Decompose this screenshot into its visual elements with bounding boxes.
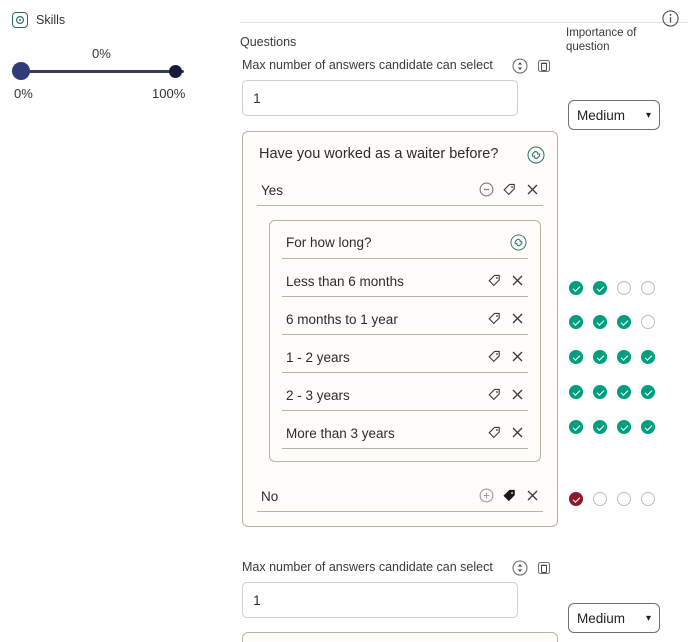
questions-column-header: Questions bbox=[240, 35, 297, 49]
rating-dot[interactable] bbox=[593, 350, 607, 364]
answer-actions bbox=[479, 182, 541, 198]
sub-answer-text: 1 - 2 years bbox=[286, 349, 350, 365]
sub-answer-actions bbox=[487, 387, 526, 403]
importance-column bbox=[562, 0, 688, 642]
rating-row-5[interactable] bbox=[569, 420, 655, 434]
link-question-icon[interactable] bbox=[527, 146, 543, 162]
delete-icon[interactable] bbox=[536, 560, 552, 576]
importance-select-value: Medium bbox=[577, 107, 626, 123]
info-icon[interactable] bbox=[662, 10, 679, 32]
tag-icon[interactable] bbox=[487, 349, 503, 365]
max-answers-controls-2 bbox=[512, 560, 552, 576]
max-answers-row-2 bbox=[242, 560, 558, 618]
importance-select-value: Medium bbox=[577, 610, 626, 626]
tag-icon[interactable] bbox=[487, 273, 503, 289]
sub-question-card bbox=[269, 220, 541, 462]
close-icon[interactable] bbox=[510, 349, 526, 365]
rating-dot[interactable] bbox=[593, 281, 607, 295]
add-circle-icon[interactable] bbox=[479, 488, 495, 504]
rating-row-1[interactable] bbox=[569, 281, 655, 295]
delete-icon[interactable] bbox=[536, 58, 552, 74]
chevron-down-icon: ▾ bbox=[645, 109, 651, 121]
sub-answer-row bbox=[282, 382, 528, 411]
max-answers-label-2: Max number of answers candidate can select bbox=[242, 560, 493, 574]
rating-dot[interactable] bbox=[593, 385, 607, 399]
importance-column-header: Importance of question bbox=[566, 27, 637, 53]
answer-text: Yes bbox=[261, 182, 284, 198]
chevron-down-icon: ▾ bbox=[645, 612, 651, 624]
sub-question-title-row bbox=[282, 231, 528, 259]
rating-dot[interactable] bbox=[641, 420, 655, 434]
answer-text: No bbox=[261, 488, 279, 504]
rating-dot[interactable] bbox=[617, 315, 631, 329]
max-answers-label-1: Max number of answers candidate can select bbox=[242, 58, 493, 72]
question-title: Have you worked as a waiter before? bbox=[259, 146, 499, 162]
rating-dot[interactable] bbox=[569, 350, 583, 364]
sub-answer-text: 2 - 3 years bbox=[286, 387, 350, 403]
sub-answer-actions bbox=[487, 273, 526, 289]
close-icon[interactable] bbox=[525, 488, 541, 504]
close-icon[interactable] bbox=[525, 182, 541, 198]
rating-dot[interactable] bbox=[569, 492, 583, 506]
skills-icon bbox=[12, 12, 28, 28]
max-answers-input-1[interactable] bbox=[242, 80, 518, 116]
rating-dot[interactable] bbox=[641, 281, 655, 295]
rating-row-3[interactable] bbox=[569, 350, 655, 364]
rating-dot[interactable] bbox=[617, 420, 631, 434]
link-question-icon[interactable] bbox=[510, 234, 526, 250]
sub-answer-actions bbox=[487, 425, 526, 441]
rating-dot[interactable] bbox=[569, 315, 583, 329]
answer-row-yes bbox=[257, 178, 543, 206]
rating-dot[interactable] bbox=[569, 420, 583, 434]
tag-icon[interactable] bbox=[487, 425, 503, 441]
sub-question-title: For how long? bbox=[286, 234, 372, 250]
rating-dot[interactable] bbox=[641, 315, 655, 329]
importance-select-2[interactable] bbox=[568, 603, 660, 633]
sub-answer-row bbox=[282, 268, 528, 297]
sub-answer-actions bbox=[487, 311, 526, 327]
rating-dot[interactable] bbox=[617, 385, 631, 399]
rating-row-2[interactable] bbox=[569, 315, 655, 329]
tag-icon[interactable] bbox=[487, 311, 503, 327]
slider-max-label: 100% bbox=[152, 86, 186, 101]
slider-track[interactable] bbox=[20, 70, 184, 73]
max-answers-input-2[interactable] bbox=[242, 582, 518, 618]
skills-panel bbox=[0, 0, 228, 642]
sub-answer-text: 6 months to 1 year bbox=[286, 311, 398, 327]
rating-row-4[interactable] bbox=[569, 385, 655, 399]
close-icon[interactable] bbox=[510, 425, 526, 441]
rating-dot[interactable] bbox=[593, 492, 607, 506]
sub-answer-row bbox=[282, 306, 528, 335]
rating-row-no[interactable] bbox=[569, 492, 655, 506]
question-title-row bbox=[255, 142, 545, 172]
reorder-icon[interactable] bbox=[512, 560, 528, 576]
question-card-2-partial bbox=[242, 632, 558, 642]
tag-icon[interactable] bbox=[502, 182, 518, 198]
reorder-icon[interactable] bbox=[512, 58, 528, 74]
max-answers-controls-1 bbox=[512, 58, 552, 74]
close-icon[interactable] bbox=[510, 311, 526, 327]
rating-dot[interactable] bbox=[617, 281, 631, 295]
sub-answer-text: Less than 6 months bbox=[286, 273, 404, 289]
sub-answer-text: More than 3 years bbox=[286, 425, 395, 441]
rating-dot[interactable] bbox=[569, 281, 583, 295]
rating-dot[interactable] bbox=[569, 385, 583, 399]
rating-dot[interactable] bbox=[617, 350, 631, 364]
slider-current-value: 0% bbox=[92, 46, 111, 61]
rating-dot[interactable] bbox=[641, 385, 655, 399]
rating-dot[interactable] bbox=[593, 315, 607, 329]
slider-handle-min[interactable] bbox=[12, 62, 30, 80]
tag-filled-icon[interactable] bbox=[502, 488, 518, 504]
importance-select-1[interactable] bbox=[568, 100, 660, 130]
rating-dot[interactable] bbox=[617, 492, 631, 506]
close-icon[interactable] bbox=[510, 387, 526, 403]
question-card-1 bbox=[242, 131, 558, 527]
rating-dot[interactable] bbox=[641, 492, 655, 506]
answer-row-no bbox=[257, 484, 543, 512]
close-icon[interactable] bbox=[510, 273, 526, 289]
sub-answer-actions bbox=[487, 349, 526, 365]
max-answers-row-1 bbox=[242, 58, 558, 116]
answer-actions bbox=[479, 488, 541, 504]
skills-section-label: Skills bbox=[36, 13, 66, 27]
rating-dot[interactable] bbox=[593, 420, 607, 434]
slider-handle-max[interactable] bbox=[169, 65, 182, 78]
sub-answer-row bbox=[282, 344, 528, 373]
rating-dot[interactable] bbox=[641, 350, 655, 364]
remove-circle-icon[interactable] bbox=[479, 182, 495, 198]
skills-section-header bbox=[12, 12, 65, 28]
sub-answer-row bbox=[282, 420, 528, 449]
tag-icon[interactable] bbox=[487, 387, 503, 403]
slider-min-label: 0% bbox=[14, 86, 33, 101]
